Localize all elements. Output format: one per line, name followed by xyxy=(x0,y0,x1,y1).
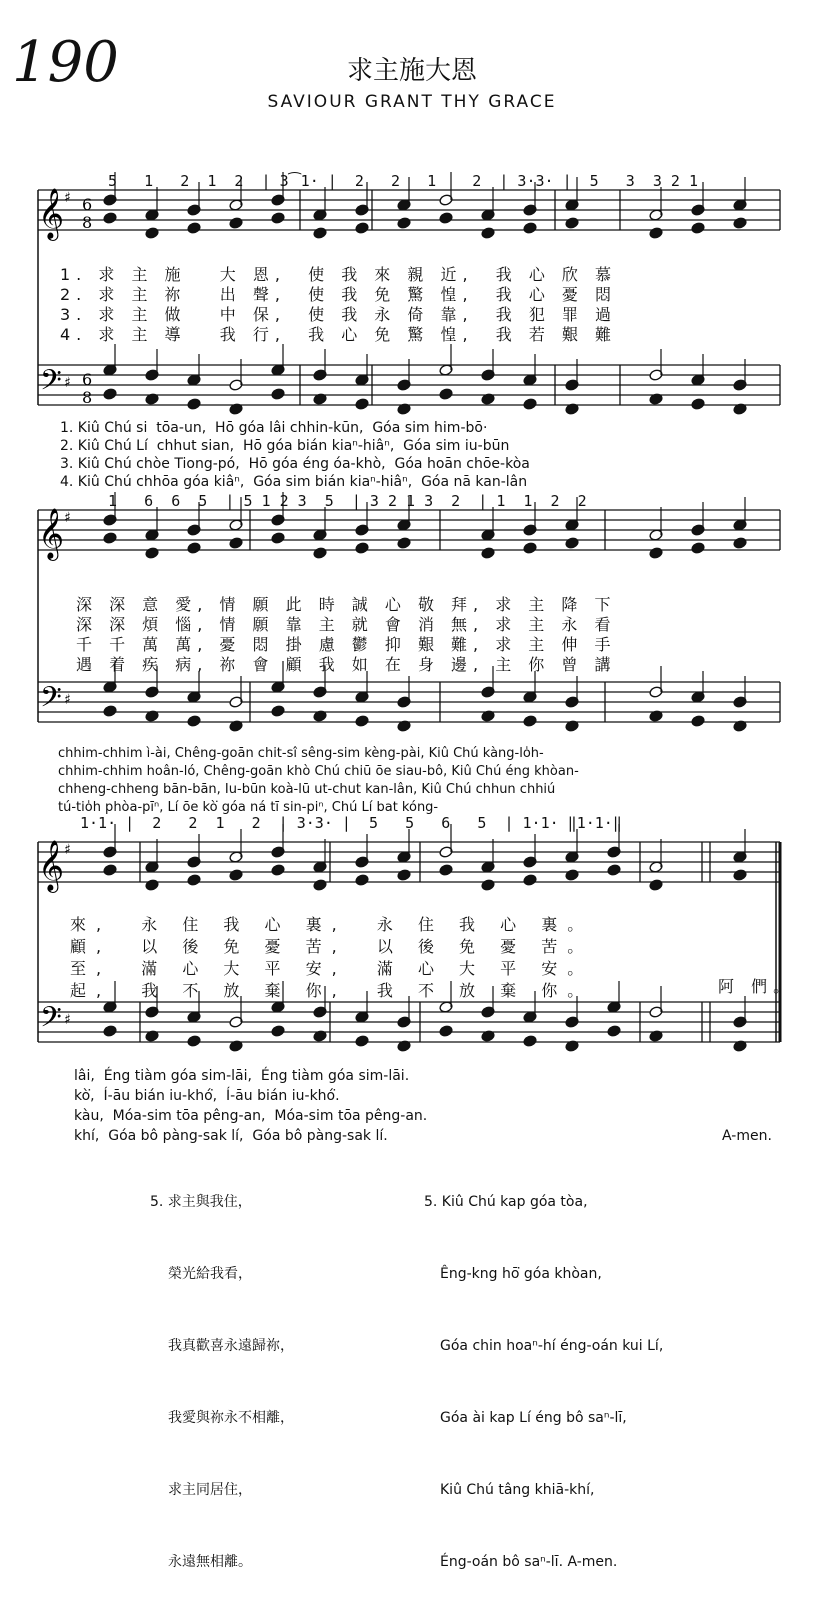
lyric-tw-1-4: 4. Kiû Chú chhōa góa kiâⁿ, Góa sim bián kiaⁿ-hiâⁿ, Góa nā kan-lân xyxy=(60,474,528,490)
svg-text:♯: ♯ xyxy=(64,842,71,858)
verse5-tw-line-5: Kiû Chú tâng khiā-khí, xyxy=(440,1482,595,1498)
lyric-tw-2-2: chhim-chhim hoân-ló, Chêng-goān khò Chú chiū ōe siau-bô, Kiû Chú éng khòan- xyxy=(58,764,579,779)
lyric-cn-1-4: 4. 求 主 導 我 行, 我 心 免 驚 惶, 我 若 艱 難 xyxy=(60,325,617,344)
svg-text:8: 8 xyxy=(82,388,93,407)
verse5-tw-line-1: 5. Kiû Chú kap góa tòa, xyxy=(424,1194,588,1210)
jianpu-line-1: 5 1 2 1 2 | 3⁀1· | 2 2 1 2 | 3·3· | 5 3 3 2 1 xyxy=(108,172,699,190)
lyric-tw-3-4: khí, Góa bô pàng-sak lí, Góa bô pàng-sak lí. xyxy=(74,1128,388,1144)
lyric-cn-1-1: 1. 求 主 施 大 恩, 使 我 來 親 近, 我 心 欣 慕 xyxy=(60,265,617,284)
verse5-tw-line-3: Góa chin hoaⁿ-hí éng-oán kui Lí, xyxy=(440,1338,664,1354)
svg-text:𝄞: 𝄞 xyxy=(38,508,65,559)
lyric-cn-1-2: 2. 求 主 祢 出 聲, 使 我 免 驚 惶, 我 心 憂 悶 xyxy=(60,285,617,304)
jianpu-line-2: 1 6 6 5 | 5 1 2 3 5 | 3 2 1 3 2 | 1 1 2 2 xyxy=(108,492,587,510)
svg-text:6: 6 xyxy=(82,370,93,389)
verse5-chinese xyxy=(150,1142,294,1598)
svg-text:𝄢: 𝄢 xyxy=(40,1001,62,1041)
verse5-cn-line-6: 永遠無相離。 xyxy=(168,1554,252,1570)
svg-text:𝄢: 𝄢 xyxy=(40,364,62,404)
svg-text:♯: ♯ xyxy=(64,692,71,708)
amen-tw: A-men. xyxy=(722,1128,772,1144)
lyric-tw-2-4: tú-tio̍h phòa-pīⁿ, Lí ōe kò͘ góa ná tī sin-piⁿ, Chú Lí bat kóng- xyxy=(58,800,439,815)
verse5-cn-line-5: 求主同居住， xyxy=(168,1482,252,1498)
svg-text:♯: ♯ xyxy=(64,510,71,526)
lyric-cn-1-3: 3. 求 主 做 中 保, 使 我 永 倚 靠, 我 犯 罪 過 xyxy=(60,305,617,324)
lyric-tw-3-3: kàu, Móa-sim tōa pêng-an, Móa-sim tōa pêng-an. xyxy=(74,1108,428,1124)
lyric-cn-3-2: 顧, 以 後 免 憂 苦, 以 後 免 憂 苦。 xyxy=(70,937,594,956)
verse5-tw-line-6: Éng-oán bô saⁿ-lī. A-men. xyxy=(440,1554,618,1570)
hymn-title-english: SAVIOUR GRANT THY GRACE xyxy=(267,92,557,112)
verse5-cn-line-4: 我愛與祢永不相離， xyxy=(168,1410,294,1426)
lyric-cn-2-1: 深 深 意 愛, 情 願 此 時 誠 心 敬 拜, 求 主 降 下 xyxy=(76,595,617,614)
svg-text:♯: ♯ xyxy=(64,375,71,391)
svg-text:8: 8 xyxy=(82,213,93,232)
lyric-cn-2-2: 深 深 煩 惱, 情 願 靠 主 就 會 消 無, 求 主 永 看 xyxy=(76,615,617,634)
lyric-tw-2-3: chheng-chheng bān-bān, Iu-būn koà-lū ut-chut kan-lân, Kiû Chú chhun chhiú xyxy=(58,782,556,797)
verse5-cn-line-3: 我真歡喜永遠歸祢， xyxy=(168,1338,294,1354)
lyric-tw-3-2: kò͘, Í-āu bián iu-khó͘, Í-āu bián iu-khó͘. xyxy=(74,1088,340,1104)
lyric-cn-2-4: 遇 着 疾 病, 祢 會 顧 我 如 在 身 邊, 主 你 曾 講 xyxy=(76,655,617,674)
svg-text:♯: ♯ xyxy=(64,190,71,206)
lyric-cn-3-3: 至, 滿 心 大 平 安, 滿 心 大 平 安。 xyxy=(70,959,594,978)
lyric-tw-1-2: 2. Kiû Chú Lí chhut sian, Hō góa bián kiaⁿ-hiâⁿ, Góa sim iu-būn xyxy=(60,438,510,454)
lyric-cn-3-1: 來, 永 住 我 心 裏, 永 住 我 心 裏。 xyxy=(70,915,594,934)
verse5-cn-line-2: 榮光給我看， xyxy=(168,1266,252,1282)
verse5-tw-line-4: Góa ài kap Lí éng bô saⁿ-lī, xyxy=(440,1410,627,1426)
lyric-tw-2-1: chhim-chhim ì-ài, Chêng-goān chit-sî sêng-sim kèng-pài, Kiû Chú kàng-lo̍h- xyxy=(58,746,544,761)
lyric-tw-3-1: lâi, Éng tiàm góa sim-lāi, Éng tiàm góa sim-lāi. xyxy=(74,1068,410,1084)
jianpu-line-3: 1·1· | 2 2 1 2 | 3·3· | 5 5 6 5 | 1·1· ‖1·1·‖ xyxy=(80,814,622,832)
hymn-number: 190 xyxy=(12,30,119,95)
verse5-tw-line-2: Êng-kng hō͘ góa khòan, xyxy=(440,1266,602,1282)
verse5-taiwanese xyxy=(424,1142,663,1598)
verse5-cn-line-1: 5. 求主與我住， xyxy=(150,1194,252,1210)
svg-text:6: 6 xyxy=(82,195,93,214)
svg-text:𝄞: 𝄞 xyxy=(38,840,65,891)
svg-text:♯: ♯ xyxy=(64,1012,71,1028)
amen-cn: 阿 們。 xyxy=(718,977,796,996)
hymn-title-chinese: 求主施大恩 xyxy=(346,56,477,86)
lyric-tw-1-3: 3. Kiû Chú chòe Tiong-pó, Hō góa éng óa-khò, Góa hoān chōe-kòa xyxy=(60,456,530,472)
lyric-cn-3-4: 起, 我 不 放 棄 你, 我 不 放 棄 你。 xyxy=(70,981,594,1000)
lyric-tw-1-1: 1. Kiû Chú si tōa-un, Hō góa lâi chhin-kūn, Góa sim him-bō· xyxy=(60,420,488,436)
lyric-cn-2-3: 千 千 萬 萬, 憂 悶 掛 慮 鬱 抑 艱 難, 求 主 伸 手 xyxy=(76,635,617,654)
svg-text:𝄢: 𝄢 xyxy=(40,681,62,721)
svg-text:𝄞: 𝄞 xyxy=(38,188,65,239)
